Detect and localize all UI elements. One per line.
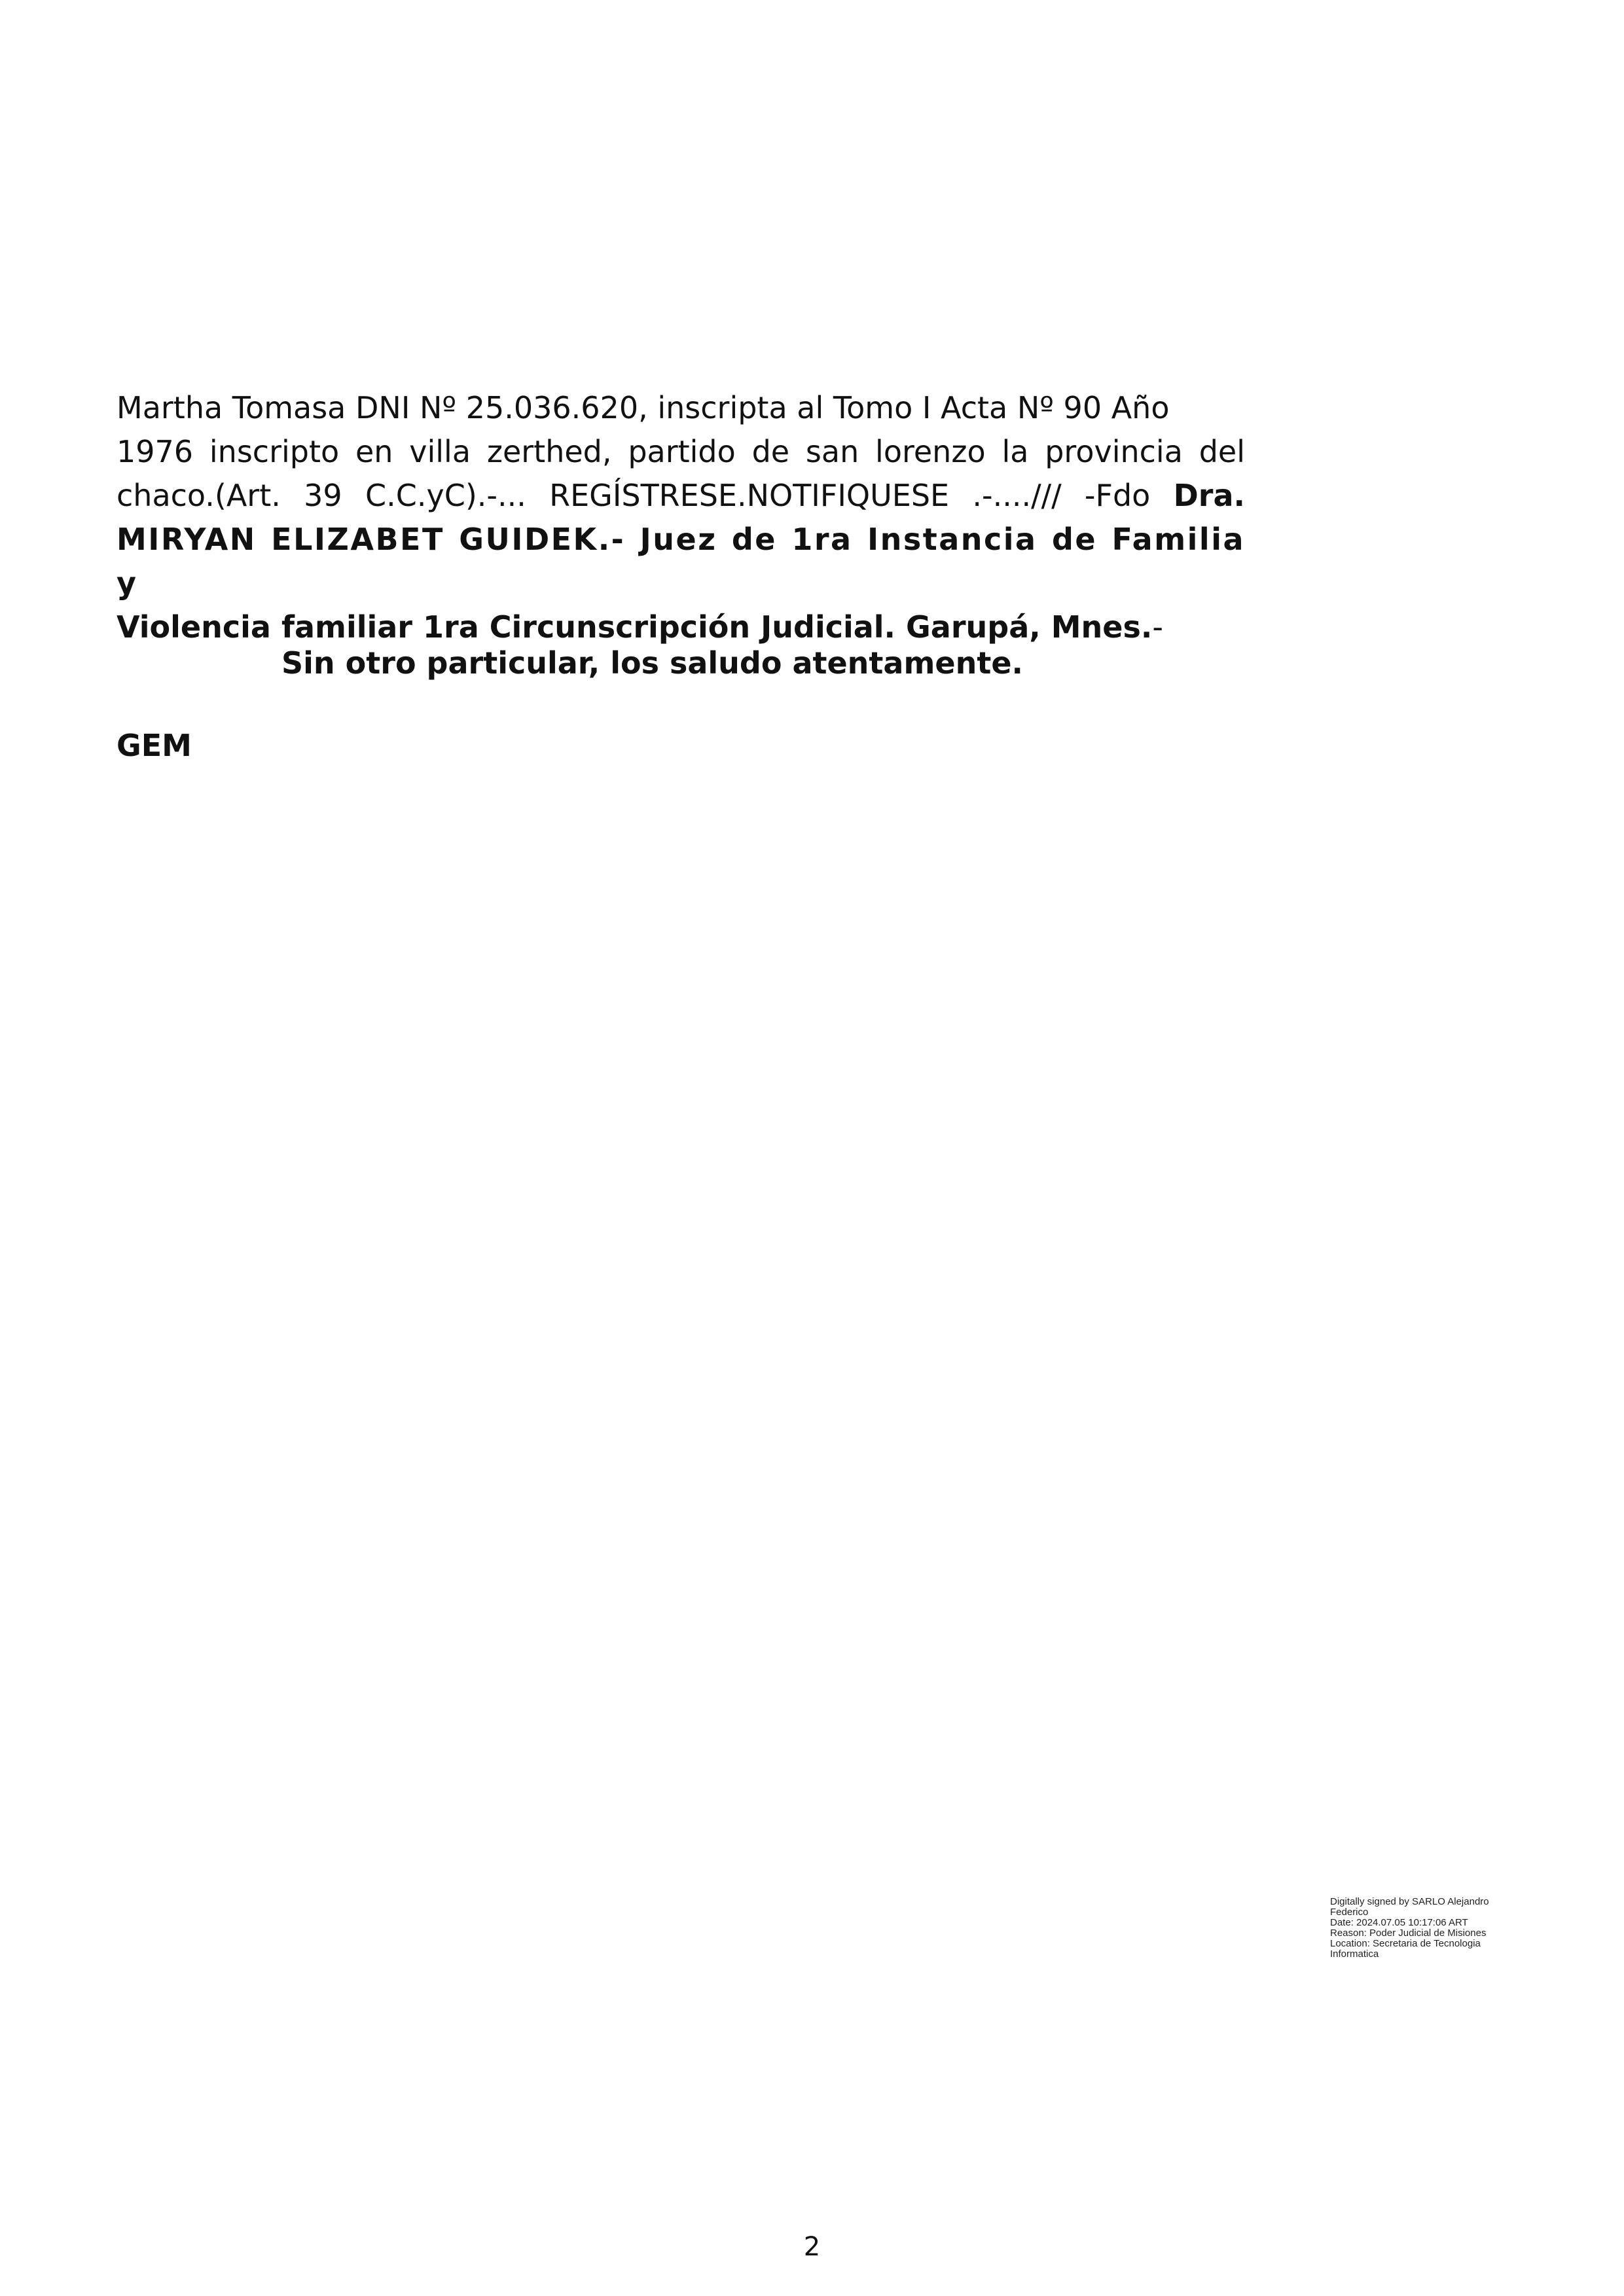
paragraph-line bbox=[117, 386, 1245, 430]
signature-line: Location: Secretaria de Tecnologia bbox=[1330, 1938, 1481, 1949]
page-number: 2 bbox=[803, 2232, 821, 2262]
signature-line: Federico bbox=[1330, 1907, 1369, 1918]
paragraph-line bbox=[117, 474, 1245, 518]
paragraph-line bbox=[117, 430, 1245, 474]
paragraph-text: 1976 inscripto en villa zerthed, partido de san lorenzo la provincia del bbox=[117, 434, 1245, 469]
signature-line: Informatica bbox=[1330, 1948, 1379, 1960]
paragraph-text: Martha Tomasa DNI Nº 25.036.620, inscripta al Tomo I Acta Nº 90 Año bbox=[117, 390, 1170, 425]
body-paragraph bbox=[117, 386, 1245, 649]
judge-title: Dra. bbox=[1173, 478, 1245, 513]
paragraph-line bbox=[117, 518, 1245, 605]
signature-line: Date: 2024.07.05 10:17:06 ART bbox=[1330, 1917, 1468, 1928]
author-initials: GEM bbox=[117, 728, 192, 763]
digital-signature-block bbox=[1330, 1897, 1526, 1960]
court-name: Violencia familiar 1ra Circunscripción Judicial. Garupá, Mnes. bbox=[117, 609, 1153, 645]
paragraph-text: - bbox=[1152, 609, 1163, 645]
closing-line: Sin otro particular, los saludo atentamente. bbox=[281, 645, 1023, 681]
paragraph-text: chaco.(Art. 39 C.C.yC).-... REGÍSTRESE.NOTIFIQUESE .-..../// -Fdo bbox=[117, 478, 1174, 513]
judge-name: MIRYAN ELIZABET GUIDEK.- Juez de 1ra Instancia de Familia y bbox=[117, 522, 1245, 601]
signature-line: Digitally signed by SARLO Alejandro bbox=[1330, 1896, 1489, 1907]
signature-line: Reason: Poder Judicial de Misiones bbox=[1330, 1928, 1487, 1939]
